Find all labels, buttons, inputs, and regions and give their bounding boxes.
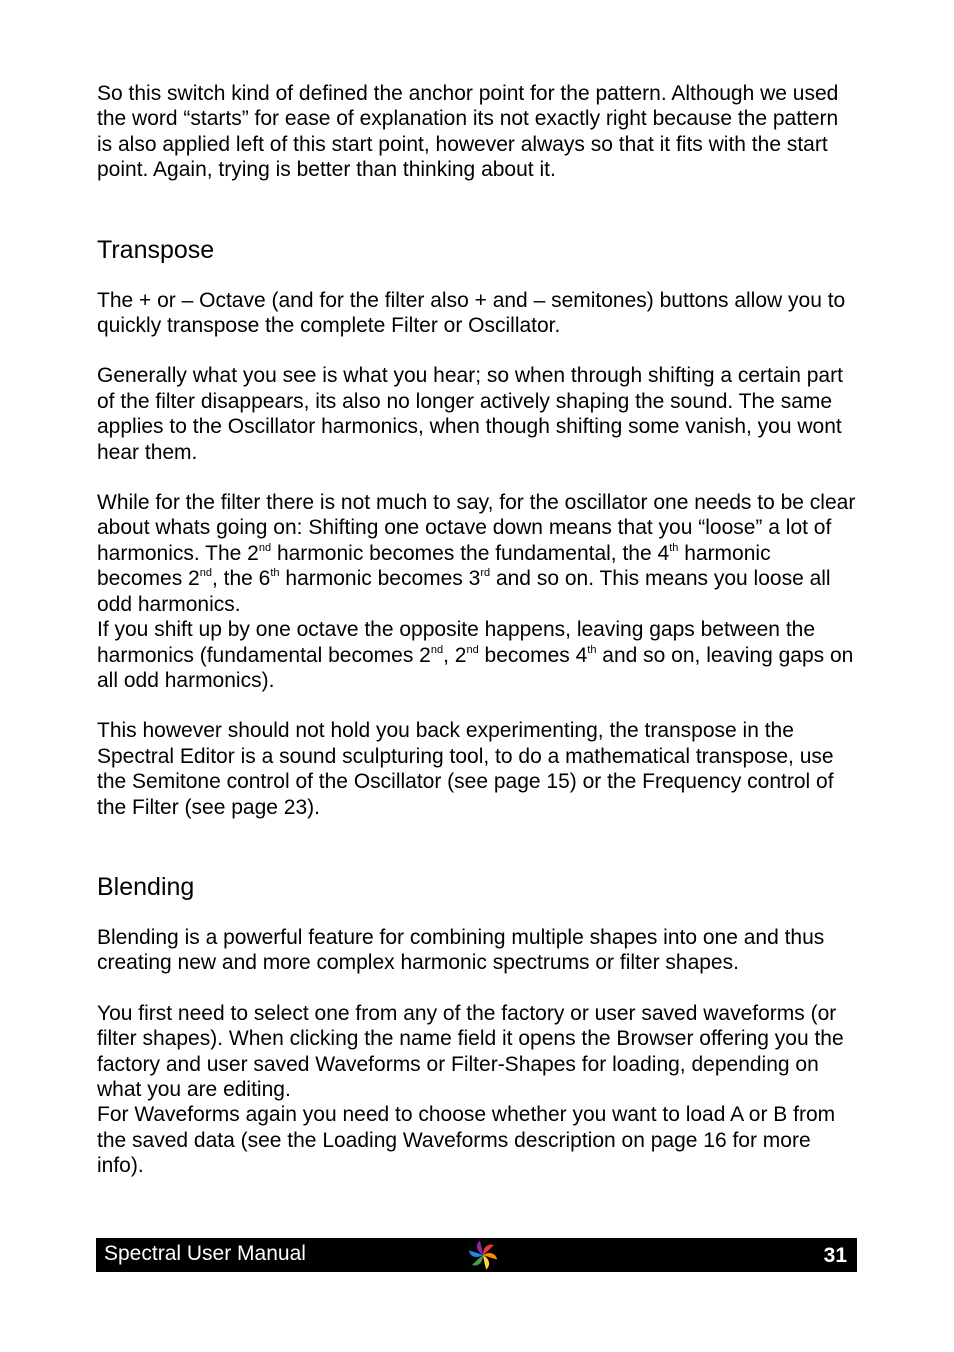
text-run: While for the filter there is not much to say, for the oscillator one needs to be clear about whats going on: Shifting one octave down means that you “loose” a lot of harmonics. The 2 <box>97 491 856 565</box>
blending-paragraph-3: For Waveforms again you need to choose whether you want to load A or B from the saved data (see the Loading Waveforms description on page 16 for more info). <box>97 1103 836 1178</box>
section-heading-transpose: Transpose <box>97 235 215 264</box>
text-run: If you shift up by one octave the opposite happens, leaving gaps between the harmonics (fundamental becomes 2 <box>97 618 816 667</box>
footer-title: Spectral User Manual <box>104 1242 306 1265</box>
text-run: harmonic becomes 2 <box>97 541 771 591</box>
page-footer <box>96 1238 857 1272</box>
text-run: , the 6 <box>211 567 271 591</box>
transpose-paragraph-4 <box>97 617 857 693</box>
ordinal-suffix: th <box>270 567 280 580</box>
transpose-paragraph-5: This however should not hold you back experimenting, the transpose in the Spectral Editor is a sound sculpturing tool, to do a mathematical transpose, use the Semitone control of the Oscillator (see page 15) or the Frequency control of the Filter (see page 23). <box>97 719 834 819</box>
spacer <box>97 183 857 235</box>
spacer <box>97 693 857 718</box>
spectral-swirl-logo-icon <box>466 1238 500 1272</box>
transpose-paragraph-1: The + or – Octave (and for the filter also + and – semitones) buttons allow you to quickly transpose the complete Filter or Oscillator. <box>97 288 846 338</box>
text-run: and so on, leaving gaps on all odd harmonics). <box>97 643 854 692</box>
page-number: 31 <box>823 1244 847 1267</box>
transpose-paragraph-3 <box>97 490 857 617</box>
text-run: harmonic becomes 3 <box>279 567 481 591</box>
ordinal-suffix: th <box>587 643 597 656</box>
ordinal-suffix: nd <box>430 643 444 656</box>
ordinal-suffix: nd <box>199 567 212 580</box>
intro-paragraph: So this switch kind of defined the anchor point for the pattern. Although we used the word “starts” for ease of explanation its not exactly right because the pattern is also applied left of this start point, however always so that it fits with the start point. Again, trying is better than thinking about it. <box>97 82 839 182</box>
text-run: and so on. This means you loose all odd harmonics. <box>97 567 831 616</box>
ordinal-suffix: nd <box>258 541 272 554</box>
section-heading-blending: Blending <box>97 872 195 901</box>
ordinal-suffix: rd <box>480 567 491 580</box>
spacer <box>97 465 857 490</box>
text-run: harmonic becomes the fundamental, the 4 <box>271 541 670 565</box>
spacer <box>97 820 857 872</box>
spacer <box>97 338 857 363</box>
ordinal-suffix: nd <box>466 643 479 656</box>
text-run: becomes 4 <box>478 643 588 667</box>
page-body <box>97 81 857 1179</box>
text-run: , 2 <box>443 643 467 667</box>
spacer <box>97 265 857 288</box>
blending-paragraph-2: You first need to select one from any of the factory or user saved waveforms (or filter shapes). When clicking the name field it opens the Browser offering you the factory and user saved Waveforms or Filter-Shapes for loading, depending on what you are editing. <box>97 1001 844 1101</box>
spacer <box>97 902 857 925</box>
spacer <box>97 976 857 1001</box>
ordinal-suffix: th <box>669 541 679 554</box>
transpose-paragraph-2: Generally what you see is what you hear; so when through shifting a certain part of the filter disappears, its also no longer actively shaping the sound. The same applies to the Oscillator harmonics, when though shifting some vanish, you wont hear them. <box>97 364 843 464</box>
blending-paragraph-1: Blending is a powerful feature for combining multiple shapes into one and thus creating new and more complex harmonic spectrums or filter shapes. <box>97 925 825 975</box>
